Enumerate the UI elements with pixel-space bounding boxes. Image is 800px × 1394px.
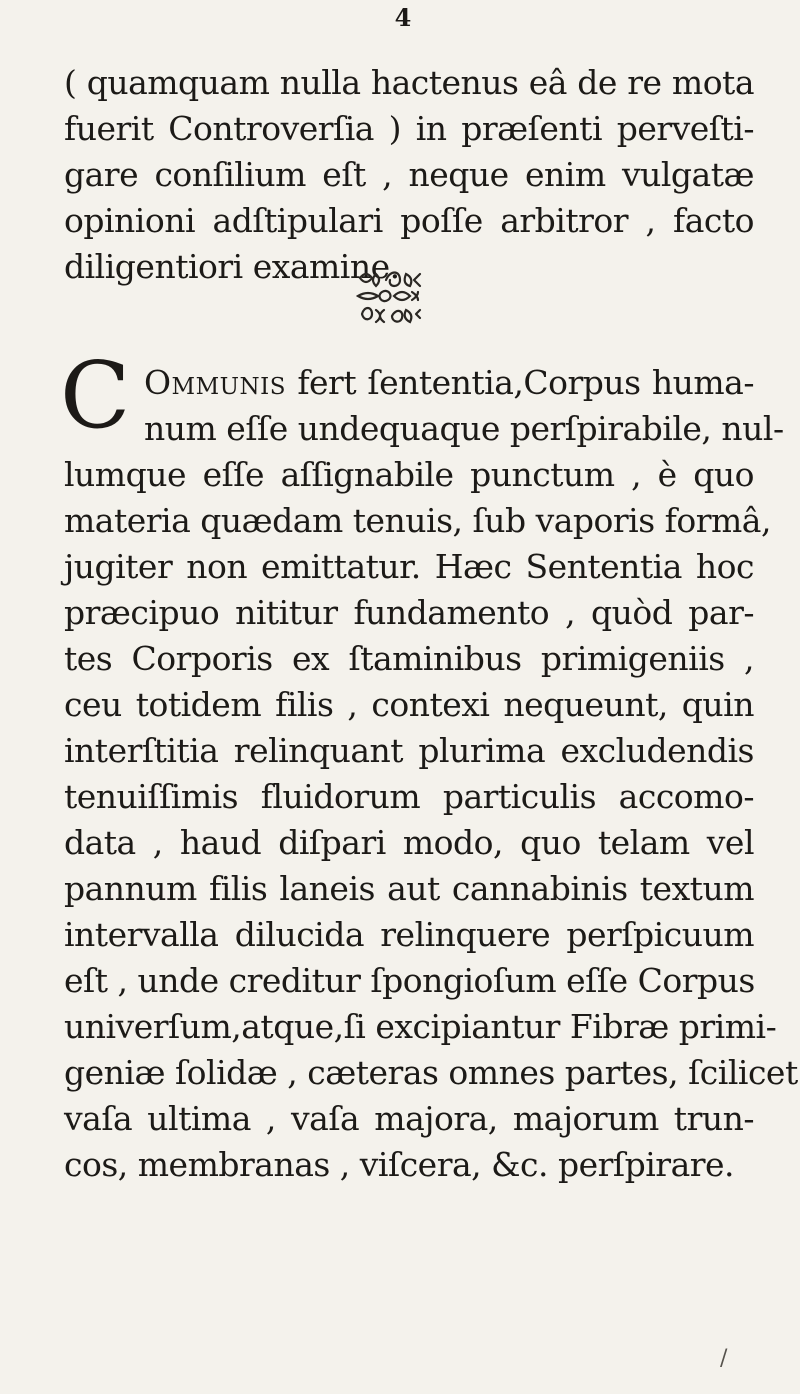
text-line: interſtitia relinquant plurima excludendis (64, 731, 754, 770)
drop-capital: C (60, 342, 131, 449)
text-line: ceu totidem filis , contexi nequeunt, quin (64, 685, 754, 724)
text-line: opinioni adſtipulari poſſe arbitror , facto (64, 201, 754, 240)
printers-ornament-icon (354, 268, 424, 326)
text-line: pannum filis laneis aut cannabinis textum (64, 869, 754, 908)
text-line: ( quamquam nulla hactenus eâ de re mota (64, 63, 754, 102)
text-line: univerſum,atque,ſi excipiantur Fibræ primi- (64, 1007, 777, 1046)
text-line: eſt , unde creditur ſpongioſum eſſe Corpus (64, 961, 755, 1000)
text-line: materia quædam tenuis, ſub vaporis formâ, (64, 501, 771, 540)
text-line: præcipuo nititur fundamento , quòd par- (64, 593, 754, 632)
text-line: geniæ ſolidæ , cæteras omnes partes, ſcilicet (64, 1053, 798, 1092)
text-line: tes Corporis ex ſtaminibus primigeniis , (64, 639, 754, 678)
text-line: intervalla dilucida relinquere perſpicuum (64, 915, 754, 954)
line-continuation: fert ſententia,Corpus huma- (297, 363, 755, 402)
text-line: diligentiori examine. (64, 247, 400, 286)
text-line: lumque eſſe aſſignabile punctum , è quo (64, 455, 754, 494)
text-line: gare conſilium eſt , neque enim vulgatæ (64, 155, 754, 194)
text-line: fuerit Controverſia ) in præſenti perveſti- (64, 109, 754, 148)
text-line: cos, membranas , viſcera, &c. perſpirare. (64, 1145, 735, 1184)
text-line: jugiter non emittatur. Hæc Sententia hoc (64, 547, 754, 586)
text-line: vaſa ultima , vaſa majora, majorum trun- (64, 1099, 754, 1138)
text-line: data , haud diſpari modo, quo telam vel (64, 823, 754, 862)
text-line (144, 362, 754, 404)
page-number: 4 (394, 3, 412, 32)
page-mark: / (720, 1346, 728, 1371)
lead-word: Ommunis (144, 363, 287, 402)
text-line: num eſſe undequaque perſpirabile, nul- (144, 409, 784, 448)
text-line: tenuiſſimis fluidorum particulis accomo- (64, 777, 754, 816)
